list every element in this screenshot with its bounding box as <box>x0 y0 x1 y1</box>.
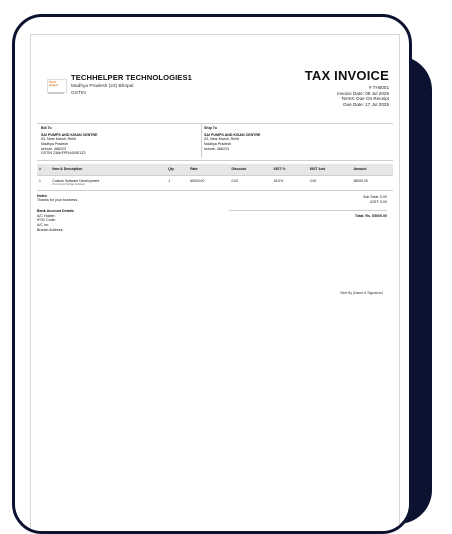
company-gstin: GSTIN <box>71 91 86 96</box>
invoice-number: # TH0001 <box>368 85 389 90</box>
company-block <box>71 73 192 97</box>
cell-discount: 0.00 <box>229 175 271 190</box>
bill-to-name: SAI PUMPS AND KISAN CENTRE <box>41 132 98 137</box>
cell-qty: 1 <box>166 175 188 190</box>
notes-heading: Notes <box>37 193 47 198</box>
company-logo <box>47 79 65 95</box>
invoice-meta <box>337 85 389 108</box>
bill-to <box>41 126 97 156</box>
cell-item <box>50 175 166 190</box>
invoice-header <box>37 63 393 115</box>
notes-text: Thanks for your business. <box>37 198 79 203</box>
bill-to-heading: Bill To <box>41 126 52 130</box>
col-header: # <box>37 164 50 175</box>
invoice-terms: Terms: Due On Receipt <box>341 96 389 102</box>
subtotal: Sub Total: 0.00 <box>363 194 387 199</box>
document-card <box>12 14 412 534</box>
col-header: IGST Amt <box>308 164 352 175</box>
totals-section <box>229 195 387 220</box>
cell-rate: 65000.00 <box>188 175 229 190</box>
invoice-title: TAX INVOICE <box>304 68 389 83</box>
igst-total: IGST: 0.00 <box>370 200 387 205</box>
bank-branch: Branch Address: <box>37 227 64 232</box>
col-header: Item & Description <box>50 164 166 175</box>
cell-amount: 65000.00 <box>352 175 393 190</box>
address-section <box>37 123 393 161</box>
items-table <box>37 164 393 191</box>
grand-total: Total: Rs. 65000.00 <box>229 210 387 220</box>
invoice-date: Invoice Date: 09 Jul 2025 <box>337 90 389 96</box>
logo-text: Tech Helper <box>49 80 59 88</box>
ship-to-line: sehore, 466223 <box>204 146 229 151</box>
bill-to-line: sehore, 466223 <box>41 146 66 151</box>
notes-section <box>37 194 78 233</box>
cell-igst-amt: 0.00 <box>308 175 352 190</box>
bank-acno: A/C no: <box>37 223 49 228</box>
bill-to-line: 03, Near Mandi, Rehti <box>41 137 76 142</box>
item-description: Pos Grocer Mobile Software <box>52 183 85 187</box>
bank-holder: A/C Holder: <box>37 213 56 218</box>
bill-to-line: Madhya Pradesh <box>41 142 69 147</box>
ship-to-name: SAI PUMPS AND KISAN CENTRE <box>204 132 261 137</box>
ship-to-heading: Ship To <box>204 126 217 130</box>
bank-heading: Bank Account Details <box>37 209 74 214</box>
bank-details <box>37 209 78 232</box>
signature-line: Sent By (Name & Signature) <box>340 291 383 295</box>
col-header: Amount <box>352 164 393 175</box>
bill-to-gstin: GSTIN 23AKFPR4400E1Z3 <box>41 151 86 156</box>
ship-to <box>201 124 260 158</box>
item-name: Custom Software Development <box>52 178 100 183</box>
invoice-due-date: Due Date: 17 Jul 2025 <box>343 102 389 108</box>
ship-to-line: 03, Near Mandi, Rehti <box>204 137 239 142</box>
table-row <box>37 175 393 190</box>
cell-num: 1 <box>37 175 50 190</box>
company-name: TECHHELPER TECHNOLOGIES1 <box>71 73 192 82</box>
ship-to-line: Madhya Pradesh <box>204 142 232 147</box>
cell-igst-pct: 18.0% <box>272 175 308 190</box>
col-header: Rate <box>188 164 229 175</box>
invoice-footer <box>37 194 393 254</box>
col-header: Discount <box>229 164 271 175</box>
invoice-page <box>31 35 399 534</box>
col-header: IGST % <box>272 164 308 175</box>
bank-ifsc: IFSC Code: <box>37 218 56 223</box>
col-header: Qty <box>166 164 188 175</box>
company-address: Madhya Pradesh (23) Bhopal <box>71 84 134 90</box>
invoice <box>37 63 393 295</box>
table-header-row <box>37 164 393 175</box>
